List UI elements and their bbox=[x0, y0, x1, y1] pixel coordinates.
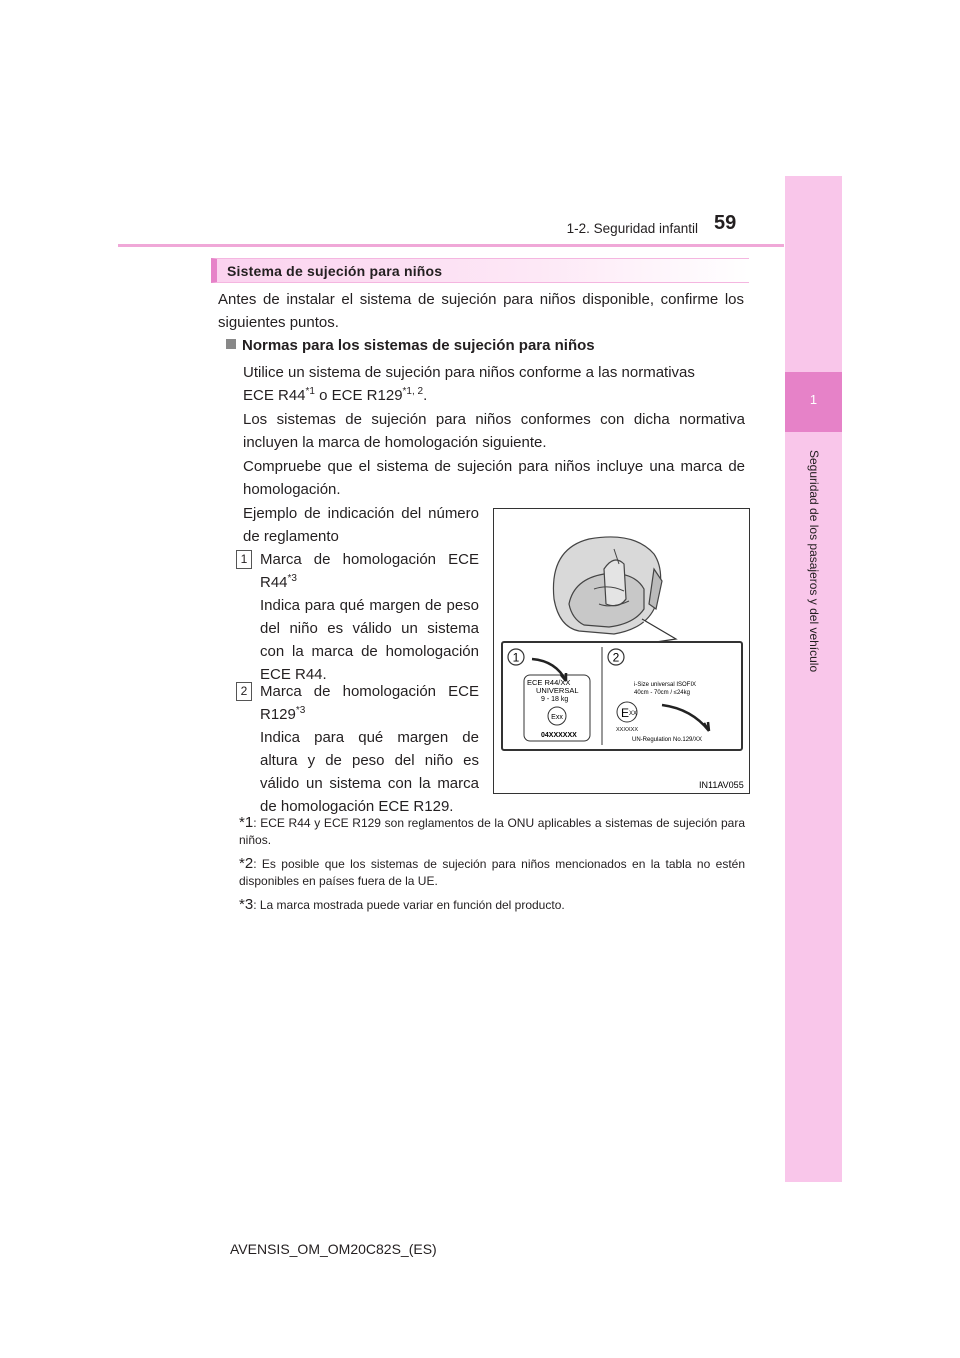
item-number-1: 1 bbox=[236, 550, 252, 569]
footnote-2: *2: Es posible que los sistemas de sujeción para niños mencionados en la tabla no estén disponibles en países fuera de la UE. bbox=[239, 855, 745, 888]
svg-text:2: 2 bbox=[612, 650, 620, 665]
square-bullet-icon bbox=[226, 339, 236, 349]
item-number-2: 2 bbox=[236, 682, 252, 701]
svg-text:04XXXXXX: 04XXXXXX bbox=[541, 732, 577, 739]
svg-text:E: E bbox=[621, 706, 630, 720]
footnote-ref: *1, 2 bbox=[402, 386, 424, 397]
paragraph-check: Compruebe que el sistema de sujeción para niños incluye una marca de homologación. bbox=[243, 458, 745, 498]
footnote-3: *3: La marca mostrada puede variar en función del producto. bbox=[239, 896, 565, 913]
header-rule bbox=[118, 244, 784, 247]
footnote-1: *1: ECE R44 y ECE R129 son reglamentos de la ONU aplicables a sistemas de sujeción para niños. bbox=[239, 814, 745, 847]
item-1: Marca de homologación ECE R44$^{*3}$ Indica para qué margen de peso del niño es válido un sistema con la marca de homologación ECE R44. bbox=[260, 551, 479, 683]
chapter-number: 1 bbox=[809, 392, 818, 407]
example-label: Ejemplo de indicación del número de reglamento bbox=[243, 505, 479, 545]
svg-text:Exx: Exx bbox=[551, 714, 563, 721]
section-heading bbox=[211, 258, 749, 283]
approval-mark-figure bbox=[493, 508, 750, 794]
svg-text:UN-Regulation No.129/XX: UN-Regulation No.129/XX bbox=[632, 737, 703, 743]
paragraph-homologation: Los sistemas de sujeción para niños conformes con dicha normativa incluyen la marca de homologación siguiente. bbox=[243, 411, 745, 451]
footnote-ref: *1 bbox=[305, 386, 315, 397]
svg-text:ECE R44/XX: ECE R44/XX bbox=[527, 678, 571, 687]
svg-text:UNIVERSAL: UNIVERSAL bbox=[536, 686, 579, 695]
svg-text:40cm - 70cm / ≤24kg: 40cm - 70cm / ≤24kg bbox=[634, 690, 690, 696]
intro-paragraph: Antes de instalar el sistema de sujeción para niños disponible, confirme los siguientes puntos. bbox=[218, 291, 744, 331]
child-seat-illustration bbox=[494, 509, 749, 793]
paragraph-standards: Utilice un sistema de sujeción para niños conforme a las normativas ECE R44$^{*1}$ o ECE R129$^{*1, 2}$. bbox=[243, 364, 695, 404]
svg-text:9 - 18 kg: 9 - 18 kg bbox=[541, 696, 569, 703]
svg-text:i-Size universal ISOFIX: i-Size universal ISOFIX bbox=[634, 682, 697, 688]
item-2: Marca de homologación ECE R129$^{*3}$ Indica para qué margen de altura y de peso del niño es válido un sistema con la marca de homologación ECE R129. bbox=[260, 683, 479, 815]
figure-code: IN11AV055 bbox=[699, 780, 744, 790]
header-section-title: 1-2. Seguridad infantil bbox=[566, 221, 698, 236]
svg-text:XX: XX bbox=[629, 711, 638, 717]
section-heading-text: Sistema de sujeción para niños bbox=[227, 263, 443, 279]
svg-text:1: 1 bbox=[512, 650, 520, 665]
chapter-title: Seguridad de los pasajeros y del vehículo bbox=[807, 450, 821, 673]
svg-text:XXXXXX: XXXXXX bbox=[616, 727, 639, 733]
subheading: Normas para los sistemas de sujeción para niños bbox=[226, 334, 746, 357]
document-code-footer: AVENSIS_OM_OM20C82S_(ES) bbox=[230, 1241, 437, 1257]
page-number: 59 bbox=[714, 212, 737, 234]
